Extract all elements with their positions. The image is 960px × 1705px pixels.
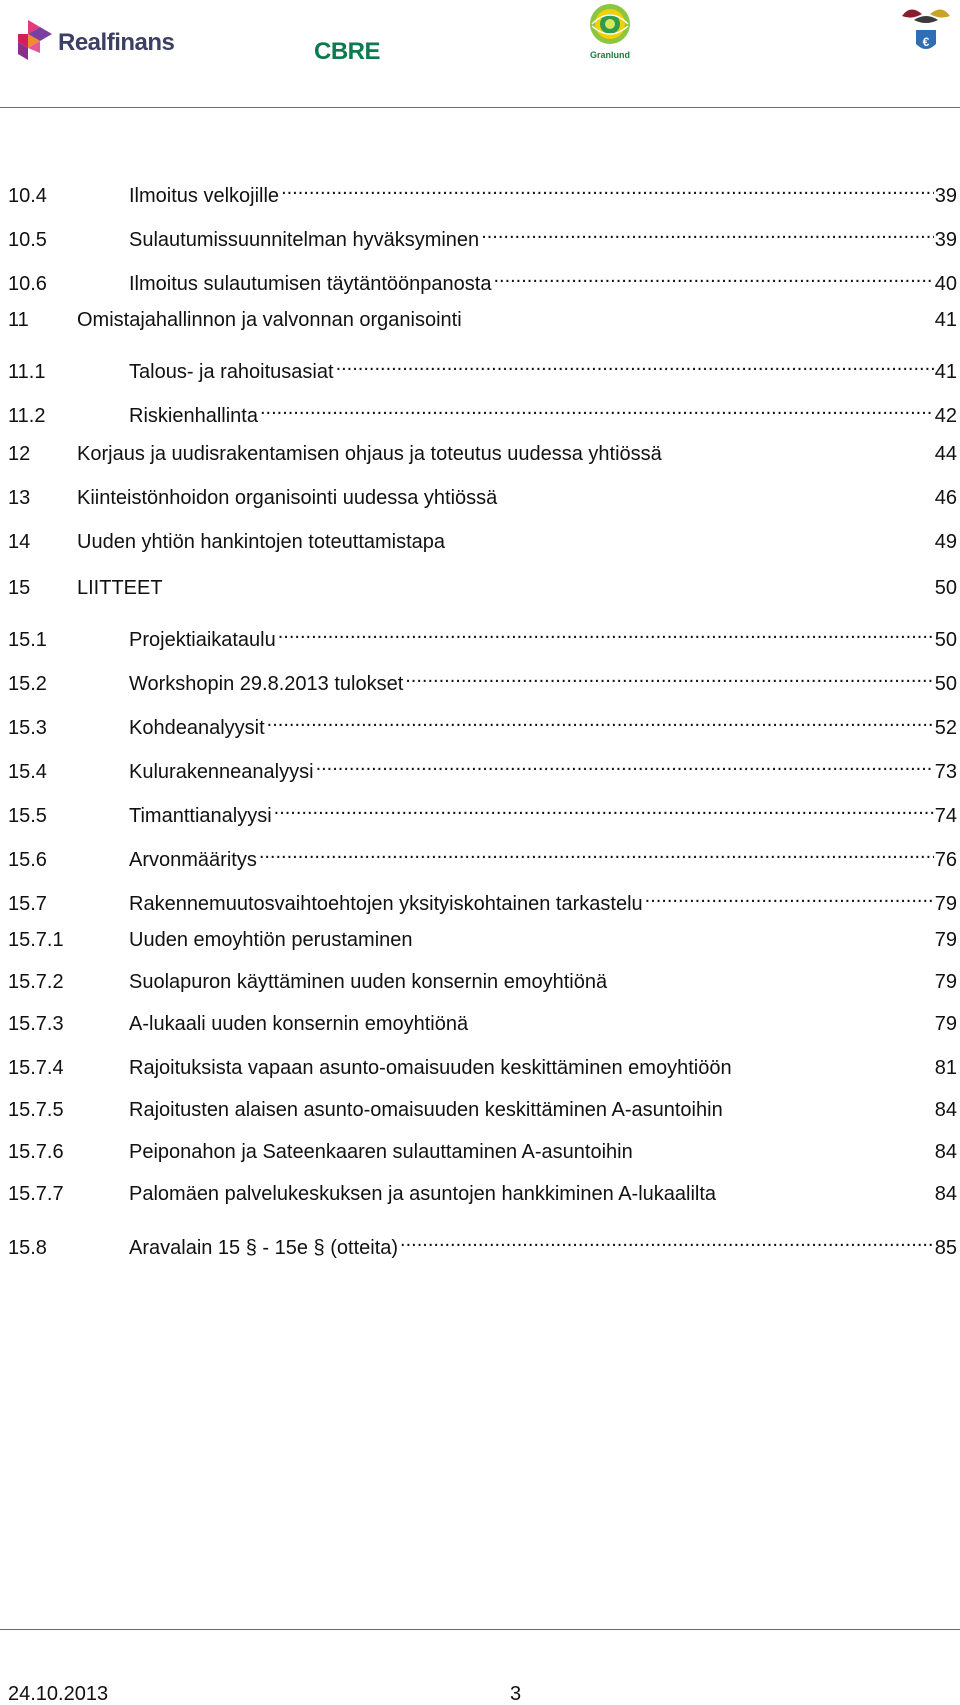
toc-entry-page: 76	[934, 849, 957, 871]
toc-entry-title: Peiponahon ja Sateenkaaren sulauttaminen A-asuntoihin	[129, 1141, 633, 1163]
toc-entry-number: 15	[8, 577, 31, 599]
toc-entry-page: 79	[934, 1013, 957, 1035]
toc-entry[interactable]	[8, 882, 957, 915]
toc-entry-title: LIITTEET	[77, 577, 163, 599]
toc-entry-page: 84	[934, 1183, 957, 1205]
toc-entry-number: 15.7.4	[8, 1057, 64, 1079]
page-header	[0, 0, 960, 108]
svg-text:€: €	[922, 35, 930, 49]
toc-entry-title: Kiinteistönhoidon organisointi uudessa yhtiössä	[77, 487, 498, 509]
toc-entry-number: 15.8	[8, 1237, 47, 1259]
toc-entry-page: 46	[934, 487, 957, 509]
toc-dot-leader	[259, 838, 934, 866]
toc-entry-page: 39	[934, 185, 957, 207]
toc-entry-page: 73	[934, 761, 957, 783]
toc-entry-number: 15.7	[8, 893, 47, 915]
toc-entry-number: 15.7.1	[8, 929, 64, 951]
toc-entry-title: Kulurakenneanalyysi	[129, 761, 314, 783]
toc-entry[interactable]	[8, 838, 957, 871]
toc-entry[interactable]	[8, 968, 957, 996]
toc-entry[interactable]	[8, 1138, 957, 1166]
toc-entry-title: Rajoituksista vapaan asunto-omaisuuden keskittäminen emoyhtiöön	[129, 1057, 732, 1079]
toc-dot-leader	[645, 882, 934, 910]
toc-entry-number: 15.7.5	[8, 1099, 64, 1121]
toc-entry-page: 50	[934, 629, 957, 651]
toc-entry[interactable]	[8, 1054, 957, 1082]
toc-entry[interactable]	[8, 1180, 957, 1208]
toc-entry-page: 44	[934, 443, 957, 465]
toc-entry-page: 50	[934, 577, 957, 599]
toc-entry-page: 42	[934, 405, 957, 427]
cbre-logo	[314, 38, 380, 66]
toc-entry-title: Ilmoitus velkojille	[129, 185, 280, 207]
toc-entry-title: Suolapuron käyttäminen uuden konsernin emoyhtiönä	[129, 971, 608, 993]
toc-entry[interactable]	[8, 750, 957, 783]
toc-entry[interactable]	[8, 262, 957, 295]
toc-entry[interactable]	[8, 706, 957, 739]
toc-entry-number: 13	[8, 487, 31, 509]
realfinans-logo-mark	[16, 18, 56, 62]
header-divider	[0, 107, 960, 108]
toc-entry[interactable]	[8, 1096, 957, 1124]
toc-dot-leader	[405, 662, 934, 690]
toc-dot-leader	[493, 262, 933, 290]
toc-entry-title: Aravalain 15 § - 15e § (otteita)	[129, 1237, 399, 1259]
toc-entry-title: A-lukaali uuden konsernin emoyhtiönä	[129, 1013, 469, 1035]
toc-dot-leader	[274, 794, 934, 822]
toc-entry-page: 39	[934, 229, 957, 251]
toc-dot-leader	[278, 618, 934, 646]
toc-entry-number: 15.5	[8, 805, 47, 827]
toc-entry[interactable]	[8, 1226, 957, 1259]
toc-dot-leader	[316, 750, 934, 778]
toc-entry[interactable]	[8, 794, 957, 827]
toc-entry-page: 79	[934, 971, 957, 993]
toc-entry[interactable]	[8, 618, 957, 651]
toc-entry-title: Projektiaikataulu	[129, 629, 276, 651]
toc-entry-title: Palomäen palvelukeskuksen ja asuntojen hankkiminen A-lukaalilta	[129, 1183, 717, 1205]
toc-entry[interactable]	[8, 484, 957, 512]
toc-entry-title: Arvonmääritys	[129, 849, 257, 871]
toc-entry-page: 50	[934, 673, 957, 695]
toc-entry-title: Uuden emoyhtiön perustaminen	[129, 929, 413, 951]
footer-date: 24.10.2013	[8, 1683, 109, 1705]
toc-entry-title: Riskienhallinta	[129, 405, 258, 427]
toc-entry-title: Talous- ja rahoitusasiat	[129, 361, 334, 383]
toc-entry-number: 15.6	[8, 849, 47, 871]
toc-entry-page: 84	[934, 1141, 957, 1163]
toc-entry-number: 15.1	[8, 629, 47, 651]
toc-dot-leader	[336, 350, 934, 378]
toc-entry-title: Rakennemuutosvaihtoehtojen yksityiskohtainen tarkastelu	[129, 893, 643, 915]
toc-entry[interactable]	[8, 926, 957, 954]
toc-entry-page: 81	[934, 1057, 957, 1079]
toc-entry[interactable]	[8, 662, 957, 695]
crest-logo	[896, 2, 956, 62]
toc-entry-page: 84	[934, 1099, 957, 1121]
cbre-wordmark: CBRE	[314, 38, 381, 65]
toc-entry-title: Uuden yhtiön hankintojen toteuttamistapa	[77, 531, 446, 553]
toc-entry[interactable]	[8, 306, 957, 334]
toc-entry-page: 79	[934, 929, 957, 951]
toc-entry[interactable]	[8, 350, 957, 383]
toc-entry-number: 14	[8, 531, 31, 553]
toc-entry-title: Korjaus ja uudisrakentamisen ohjaus ja toteutus uudessa yhtiössä	[77, 443, 662, 465]
toc-entry-number: 15.7.6	[8, 1141, 64, 1163]
toc-entry-page: 41	[934, 309, 957, 331]
realfinans-wordmark: Realfinans	[58, 29, 175, 56]
toc-entry[interactable]	[8, 174, 957, 207]
toc-entry-number: 10.5	[8, 229, 47, 251]
toc-entry-number: 15.7.3	[8, 1013, 64, 1035]
toc-entry-number: 11	[8, 309, 29, 331]
toc-entry[interactable]	[8, 574, 957, 602]
toc-entry[interactable]	[8, 440, 957, 468]
toc-dot-leader	[260, 394, 934, 422]
toc-entry[interactable]	[8, 394, 957, 427]
toc-entry-number: 11.1	[8, 361, 46, 383]
granlund-wordmark: Granlund	[590, 50, 630, 60]
toc-entry-title: Kohdeanalyysit	[129, 717, 265, 739]
toc-entry-title: Sulautumissuunnitelman hyväksyminen	[129, 229, 480, 251]
toc-entry-title: Timanttianalyysi	[129, 805, 272, 827]
realfinans-logo	[16, 16, 175, 64]
toc-entry-title: Rajoitusten alaisen asunto-omaisuuden keskittäminen A-asuntoihin	[129, 1099, 723, 1121]
toc-entry-page: 52	[934, 717, 957, 739]
toc-dot-leader	[400, 1226, 934, 1254]
toc-entry-number: 15.3	[8, 717, 47, 739]
toc-entry[interactable]	[8, 218, 957, 251]
toc-entry-number: 12	[8, 443, 31, 465]
toc-dot-leader	[481, 218, 934, 246]
toc-entry[interactable]	[8, 1010, 957, 1038]
footer-page-number: 3	[510, 1683, 522, 1705]
toc-entry-title: Omistajahallinnon ja valvonnan organisointi	[77, 309, 462, 331]
crest-logo-mark	[896, 2, 956, 62]
toc-entry-page: 40	[934, 273, 957, 295]
toc-entry-page: 74	[934, 805, 957, 827]
toc-entry-page: 41	[934, 361, 957, 383]
toc-entry-page: 79	[934, 893, 957, 915]
toc-entry-number: 11.2	[8, 405, 46, 427]
granlund-logo-mark	[580, 2, 640, 52]
toc-entry-title: Ilmoitus sulautumisen täytäntöönpanosta	[129, 273, 492, 295]
toc-entry-number: 15.2	[8, 673, 47, 695]
toc-entry-number: 15.4	[8, 761, 47, 783]
toc-entry-page: 85	[934, 1237, 957, 1259]
toc-entry-page: 49	[934, 531, 957, 553]
toc-entry[interactable]	[8, 528, 957, 556]
toc-dot-leader	[281, 174, 934, 202]
toc-entry-number: 15.7.7	[8, 1183, 64, 1205]
toc-entry-title: Workshopin 29.8.2013 tulokset	[129, 673, 404, 695]
granlund-logo	[580, 2, 640, 64]
toc-entry-number: 10.4	[8, 185, 47, 207]
toc-dot-leader	[267, 706, 934, 734]
toc-entry-number: 10.6	[8, 273, 47, 295]
toc-entry-number: 15.7.2	[8, 971, 64, 993]
footer-divider	[0, 1629, 960, 1630]
